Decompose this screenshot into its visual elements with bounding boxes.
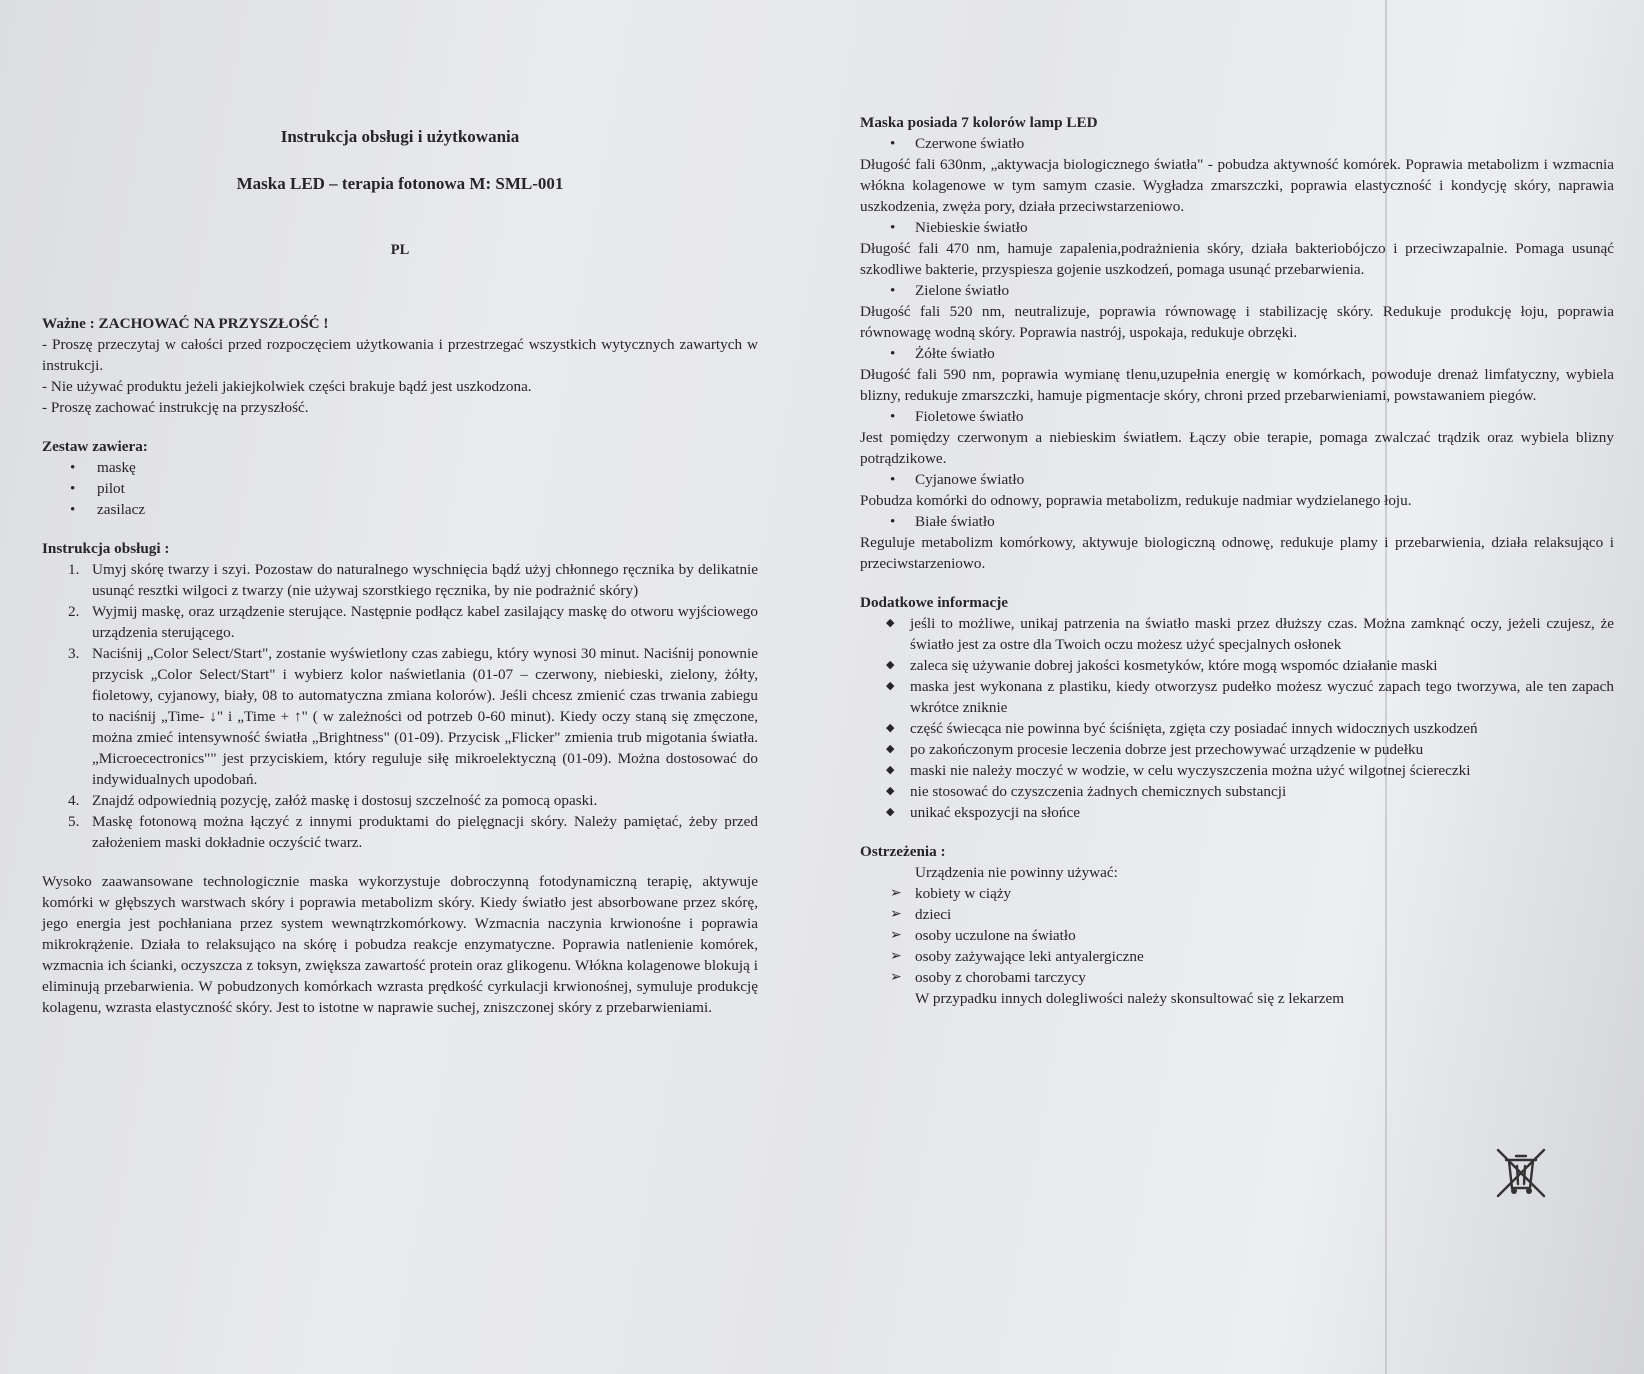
right-column — [860, 112, 1614, 1009]
closing-paragraph: Wysoko zaawansowane technologicznie maska wykorzystuje dobroczynną fotodynamiczną terapię, aktywuje komórki w głębszych warstwach skóry i poprawia metabolizm skóry. Kiedy światło jest absorbowane przez skórę, jego energia jest pochłaniana przez system wewnątrzkomórkowy. Wzmacnia naczynia krwionośne i poprawia mikrokrążenie. Działa to relaksująco na skórę i pobudza reakcje enzymatyczne. Poprawia natlenienie komórek, wzmacnia ich ścianki, oczyszcza z toksyn, zwiększa zawartość protein oraz glikogenu. Włókna kolagenowe blokują i eliminują przebarwienia. W pobudzonych komórkach wzrasta prędkość cyrkulacji krwionośnej, symuluje produkcję kolagenu, wzrasta elastyczność skóry. Jest to istotne w naprawie suchej, zniszczonej skóry z przebarwieniami. — [42, 873, 758, 1016]
list-item: ◆ nie stosować do czyszczenia żadnych chemicznych substancji — [860, 781, 1614, 802]
color-name: • Fioletowe światło — [860, 406, 1614, 427]
colors-heading: Maska posiada 7 kolorów lamp LED — [860, 114, 1098, 131]
important-heading: Ważne : ZACHOWAĆ NA PRZYSZŁOŚĆ ! — [42, 315, 329, 332]
list-item: ◆ maska jest wykonana z plastiku, kiedy otworzysz pudełko możesz wyczuć zapach tego tworzywa, ale ten zapach wkrótce zniknie — [860, 676, 1614, 718]
language-code: PL — [390, 242, 410, 258]
warnings-heading: Ostrzeżenia : — [860, 843, 946, 860]
list-item: ➢ dzieci — [860, 904, 1614, 925]
list-item: • maskę — [42, 457, 758, 478]
color-description: Długość fali 590 nm, poprawia wymianę tlenu,uzupełnia energię w komórkach, powoduje drenaż limfatyczny, wybiela blizny, redukuje zmarszczki, hamuje pigmentacje skóry, chroni przed przebarwieniami, powstawaniem piegów. — [860, 366, 1614, 404]
warnings-list — [860, 883, 1614, 988]
color-name: • Niebieskie światło — [860, 217, 1614, 238]
list-item: • pilot — [42, 478, 758, 499]
step-item: 2. Wyjmij maskę, oraz urządzenie sterujące. Następnie podłącz kabel zasilający maskę do otworu wyjściowego urządzenia sterującego. — [68, 603, 758, 641]
product-subtitle: Maska LED – terapia fotonowa M: SML-001 — [236, 174, 564, 193]
color-description: Jest pomiędzy czerwonym a niebieskim światłem. Łączy obie terapie, pomaga zwalczać trądzik oraz wybiela blizny potrądzikowe. — [860, 429, 1614, 467]
color-description: Reguluje metabolizm komórkowy, aktywuje biologiczną odnowę, redukuje plamy i przebarwienia, działa relaksująco i przeciwstarzeniowo. — [860, 534, 1614, 572]
kit-list — [42, 457, 758, 520]
list-item: ◆ zaleca się używanie dobrej jakości kosmetyków, które mogą wspomóc działanie maski — [860, 655, 1614, 676]
list-item: ➢ osoby uczulone na światło — [860, 925, 1614, 946]
document-title: Instrukcja obsługi i użytkowania — [280, 127, 520, 146]
color-name: • Białe światło — [860, 511, 1614, 532]
kit-heading: Zestaw zawiera: — [42, 438, 148, 455]
step-item: 5. Maskę fotonową można łączyć z innymi produktami do pielęgnacji skóry. Należy pamiętać, żeby przed założeniem maski dokładnie oczyścić twarz. — [68, 813, 758, 851]
list-item: ◆ maski nie należy moczyć w wodzie, w celu wyczyszczenia można użyć wilgotnej ściereczki — [860, 760, 1614, 781]
usage-heading: Instrukcja obsługi : — [42, 540, 170, 557]
color-name: • Czerwone światło — [860, 133, 1614, 154]
step-item: 4. Znajdź odpowiednią pozycję, załóż maskę i dostosuj szczelność za pomocą opaski. — [68, 792, 598, 809]
left-column — [42, 118, 758, 1018]
list-item: ◆ unikać ekspozycji na słońce — [860, 802, 1614, 823]
color-description: Długość fali 470 nm, hamuje zapalenia,podrażnienia skóry, działa bakteriobójczo i przeciwzapalnie. Pomaga usunąć szkodliwe bakterie, przyspiesza gojenie uszkodzeń, pomaga usunąć przebarwienia. — [860, 240, 1614, 278]
warnings-intro: Urządzenia nie powinny używać: — [915, 864, 1118, 881]
usage-steps — [42, 559, 758, 853]
info-heading: Dodatkowe informacje — [860, 594, 1009, 611]
important-line: - Proszę zachować instrukcję na przyszłość. — [42, 399, 309, 416]
list-item: ➢ kobiety w ciąży — [860, 883, 1614, 904]
info-list — [860, 613, 1614, 823]
list-item: ◆ jeśli to możliwe, unikaj patrzenia na światło maski przez dłuższy czas. Można zamknąć oczy, jeżeli czujesz, że światło jest za ostre dla Twoich oczu możesz użyć specjalnych osłonek — [860, 613, 1614, 655]
crossed-out-bin-icon — [1492, 1144, 1550, 1202]
list-item: ◆ część świecąca nie powinna być ściśnięta, zgięta czy posiadać innych widocznych uszkodzeń — [860, 718, 1614, 739]
color-description: Długość fali 520 nm, neutralizuje, poprawia równowagę i stabilizację skóry. Redukuje produkcję łoju, poprawia równowagę wodną skóry. Poprawia nastrój, uspokaja, redukuje obrzęki. — [860, 303, 1614, 341]
color-name: • Żółte światło — [860, 343, 1614, 364]
color-name: • Zielone światło — [860, 280, 1614, 301]
color-name: • Cyjanowe światło — [860, 469, 1614, 490]
important-line: - Proszę przeczytaj w całości przed rozpoczęciem użytkowania i przestrzegać wszystkich wytycznych zawartych w instrukcji. — [42, 336, 758, 374]
important-line: - Nie używać produktu jeżeli jakiejkolwiek części brakuje bądź jest uszkodzona. — [42, 378, 532, 395]
list-item: • zasilacz — [42, 499, 758, 520]
step-item: 1. Umyj skórę twarzy i szyi. Pozostaw do naturalnego wyschnięcia bądź użyj chłonnego ręcznika by delikatnie usunąć resztki wilgoci z twarzy (nie używaj szorstkiego ręcznika, by nie podrażnić skóry) — [68, 561, 758, 599]
list-item: ◆ po zakończonym procesie leczenia dobrze jest przechowywać urządzenie w pudełku — [860, 739, 1614, 760]
list-item: ➢ osoby z chorobami tarczycy — [860, 967, 1614, 988]
color-description: Długość fali 630nm, „aktywacja biologicznego światła" - pobudza aktywność komórek. Poprawia metabolizm i wzmacnia włókna kolagenowe w tym samym czasie. Wygładza zmarszczki, poprawia elastyczność i kondycję skóry, naprawia uszkodzenia, zwęża pory, działa przeciwstarzeniowo. — [860, 156, 1614, 215]
warnings-outro: W przypadku innych dolegliwości należy skonsultować się z lekarzem — [915, 990, 1345, 1007]
list-item: ➢ osoby zażywające leki antyalergiczne — [860, 946, 1614, 967]
color-description: Pobudza komórki do odnowy, poprawia metabolizm, redukuje nadmiar wydzielanego łoju. — [860, 492, 1412, 509]
colors-list — [860, 133, 1614, 574]
step-item: 3. Naciśnij „Color Select/Start", zostanie wyświetlony czas zabiegu, który wynosi 30 minut. Naciśnij ponownie przycisk „Color Select/Start" i wybierz kolor naświetlania (01-07 – czerwony, niebieski, zielony, żółty, fioletowy, cyjanowy, biały, 08 to automatyczna zmiana kolorów). Jeśli chcesz zmienić czas trwania zabiegu to naciśnij „Time- ↓" i „Time + ↑" ( w zależności od potrzeb 0-60 minut). Kiedy oczy staną się zmęczone, można zmieć intensywność światła „Brightness" (01-09). Przycisk „Flicker" zmienia trub migotania światła. „Microecectronics"" jest przyciskiem, który reguluje siłę mikroelektyczną (01-09). Można dostosować do indywidualnych upodobań. — [68, 645, 758, 788]
